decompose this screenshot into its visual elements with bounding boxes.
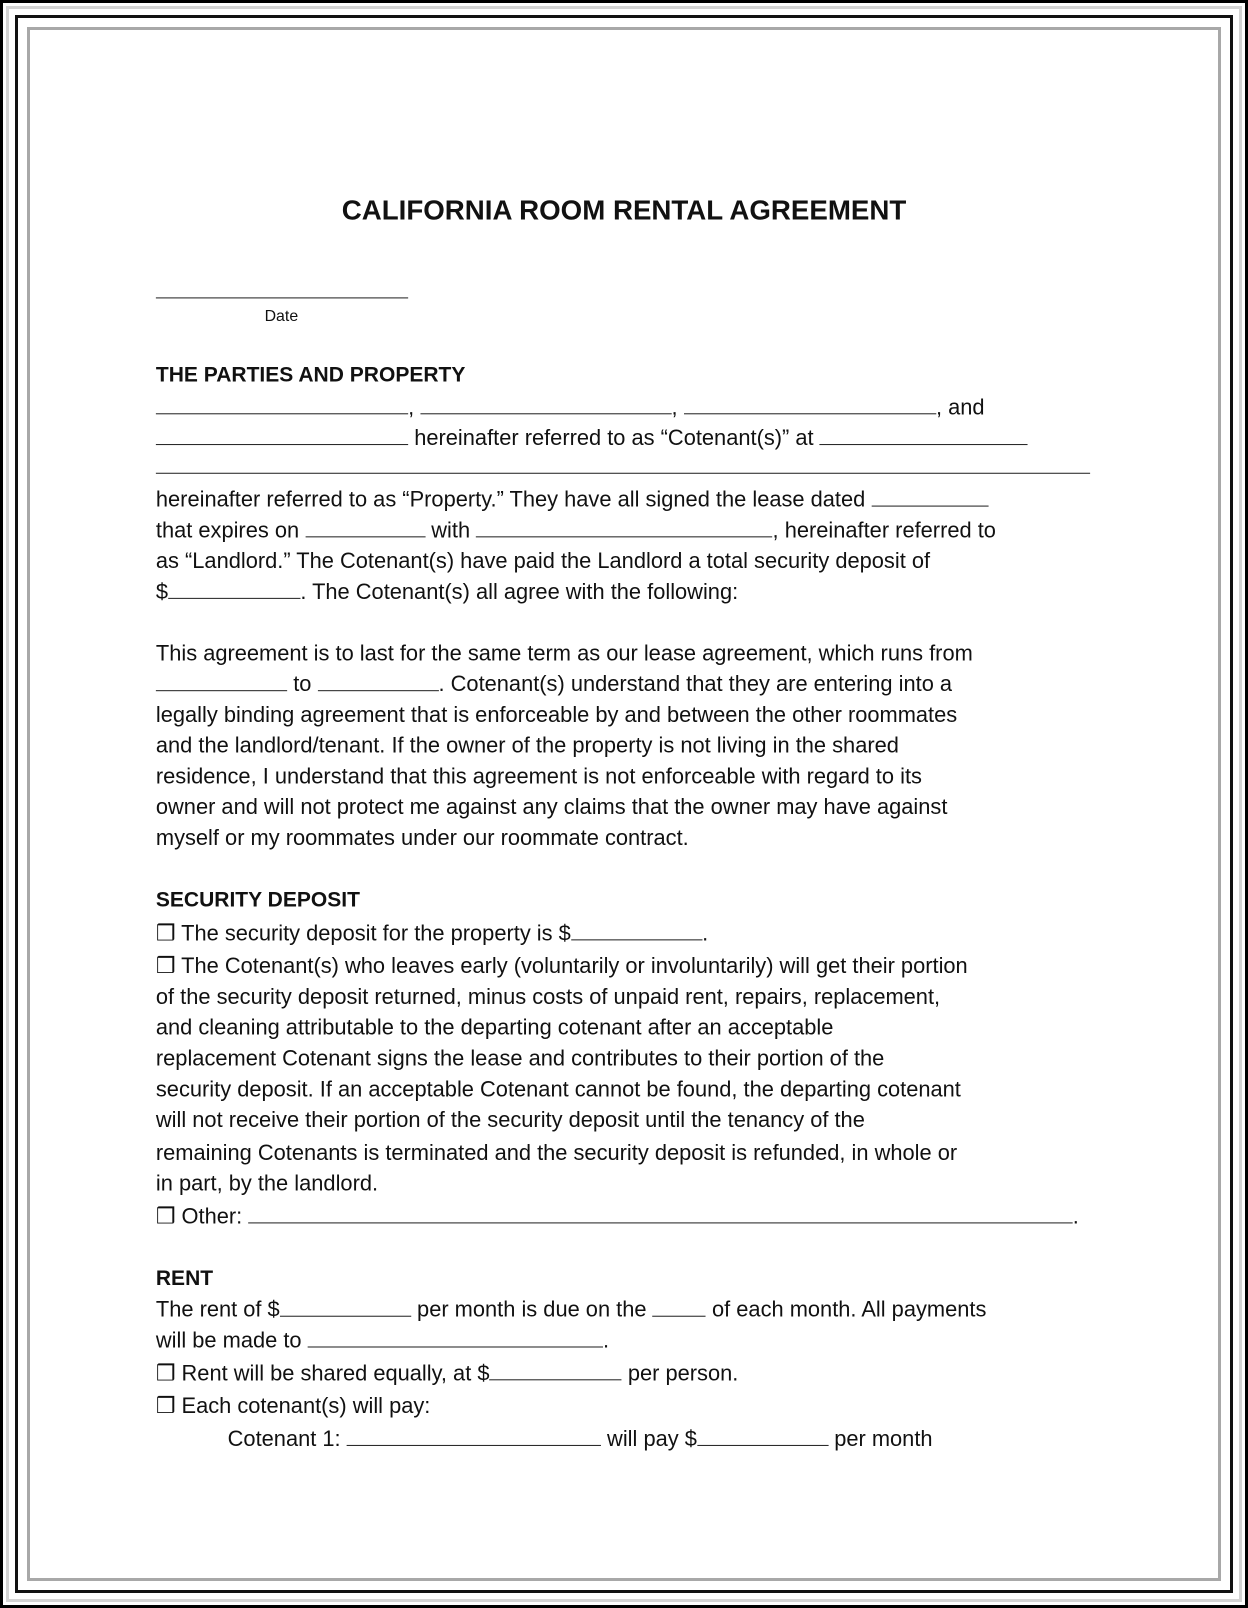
address-blank[interactable] (820, 423, 1028, 446)
term-line-5: residence, I understand that this agreement is not enforceable with regard to its (155, 763, 922, 789)
term-start-blank[interactable] (156, 669, 287, 692)
term-line-7: myself or my roommates under our roommate contract. (155, 825, 689, 851)
term-line-6: owner and will not protect me against any claims that the owner may have against (155, 794, 948, 820)
security-text: replacement Cotenant signs the lease and contributes to their portion of the (155, 1046, 885, 1071)
cotenant-name-blank-4[interactable] (156, 423, 408, 446)
landlord-name-blank[interactable] (476, 515, 772, 538)
rent-line-1: The rent of $ per month is due on the of each month. All payments (156, 1294, 986, 1325)
per-person-blank[interactable] (489, 1358, 621, 1381)
rent-line-2: will be made to . (156, 1325, 609, 1356)
parties-line-4: hereinafter referred to as “Property.” They have all signed the lease dated (156, 484, 988, 515)
section-heading-rent: RENT (155, 1266, 214, 1291)
cotenant-1-name-blank[interactable] (347, 1423, 601, 1446)
term-line-3: legally binding agreement that is enforceable by and between the other roommates (155, 702, 958, 728)
term-line-2: to . Cotenant(s) understand that they are entering into a (156, 669, 952, 700)
date-field[interactable] (156, 297, 408, 298)
parties-line-7: $ . The Cotenant(s) all agree with the following: (156, 576, 738, 607)
security-text: and cleaning attributable to the departing cotenant after an acceptable (155, 1015, 834, 1040)
parties-line-6: as “Landlord.” The Cotenant(s) have paid the Landlord a total security deposit of (155, 548, 931, 574)
parties-line-1: , , , and (156, 392, 985, 423)
security-option-early-leave[interactable]: ❒ The Cotenant(s) who leaves early (voluntarily or involuntarily) will get their portion (155, 953, 968, 979)
date-label: Date (264, 307, 299, 326)
security-text: will not receive their portion of the security deposit until the tenancy of the (155, 1107, 865, 1133)
parties-line-5: that expires on with , hereinafter referred to (156, 515, 996, 546)
security-text: of the security deposit returned, minus costs of unpaid rent, repairs, replacement, (155, 984, 941, 1010)
due-day-blank[interactable] (653, 1294, 706, 1317)
address-blank-2[interactable] (156, 451, 1090, 474)
term-end-blank[interactable] (318, 669, 439, 692)
rent-amount-blank[interactable] (280, 1294, 411, 1317)
other-blank[interactable] (248, 1201, 1073, 1224)
rent-option-equal[interactable]: ❒ Rent will be shared equally, at $ per person. (156, 1358, 738, 1389)
parties-line-2: hereinafter referred to as “Cotenant(s)” at (156, 423, 1028, 454)
security-option-other[interactable]: ❒ Other: . (156, 1201, 1079, 1232)
deposit-total-blank[interactable] (168, 576, 300, 599)
security-option-amount[interactable]: ❒ The security deposit for the property is $ . (156, 918, 708, 949)
document-title: CALIFORNIA ROOM RENTAL AGREEMENT (341, 194, 907, 226)
cotenant-name-blank-1[interactable] (156, 392, 408, 415)
security-text: remaining Cotenants is terminated and the security deposit is refunded, in whole or (155, 1140, 958, 1165)
section-heading-parties: THE PARTIES AND PROPERTY (155, 363, 466, 387)
lease-date-blank[interactable] (871, 484, 988, 507)
term-line-1: This agreement is to last for the same term as our lease agreement, which runs from (155, 640, 973, 666)
cotenant-name-blank-3[interactable] (684, 392, 936, 415)
security-text: in part, by the landlord. (155, 1171, 379, 1196)
rent-option-each[interactable]: ❒ Each cotenant(s) will pay: (155, 1393, 431, 1419)
cotenant-name-blank-2[interactable] (420, 392, 671, 415)
payee-blank[interactable] (308, 1325, 603, 1348)
cotenant-1-line: Cotenant 1: will pay $ per month (228, 1423, 933, 1454)
parties-line-3 (156, 451, 1090, 482)
expiry-date-blank[interactable] (305, 515, 425, 538)
term-line-4: and the landlord/tenant. If the owner of the property is not living in the shared (155, 733, 899, 758)
security-text: security deposit. If an acceptable Cotenant cannot be found, the departing cotenant (155, 1076, 961, 1102)
security-amount-blank[interactable] (571, 918, 702, 941)
section-heading-security: SECURITY DEPOSIT (155, 888, 360, 912)
cotenant-1-amount-blank[interactable] (697, 1423, 828, 1446)
